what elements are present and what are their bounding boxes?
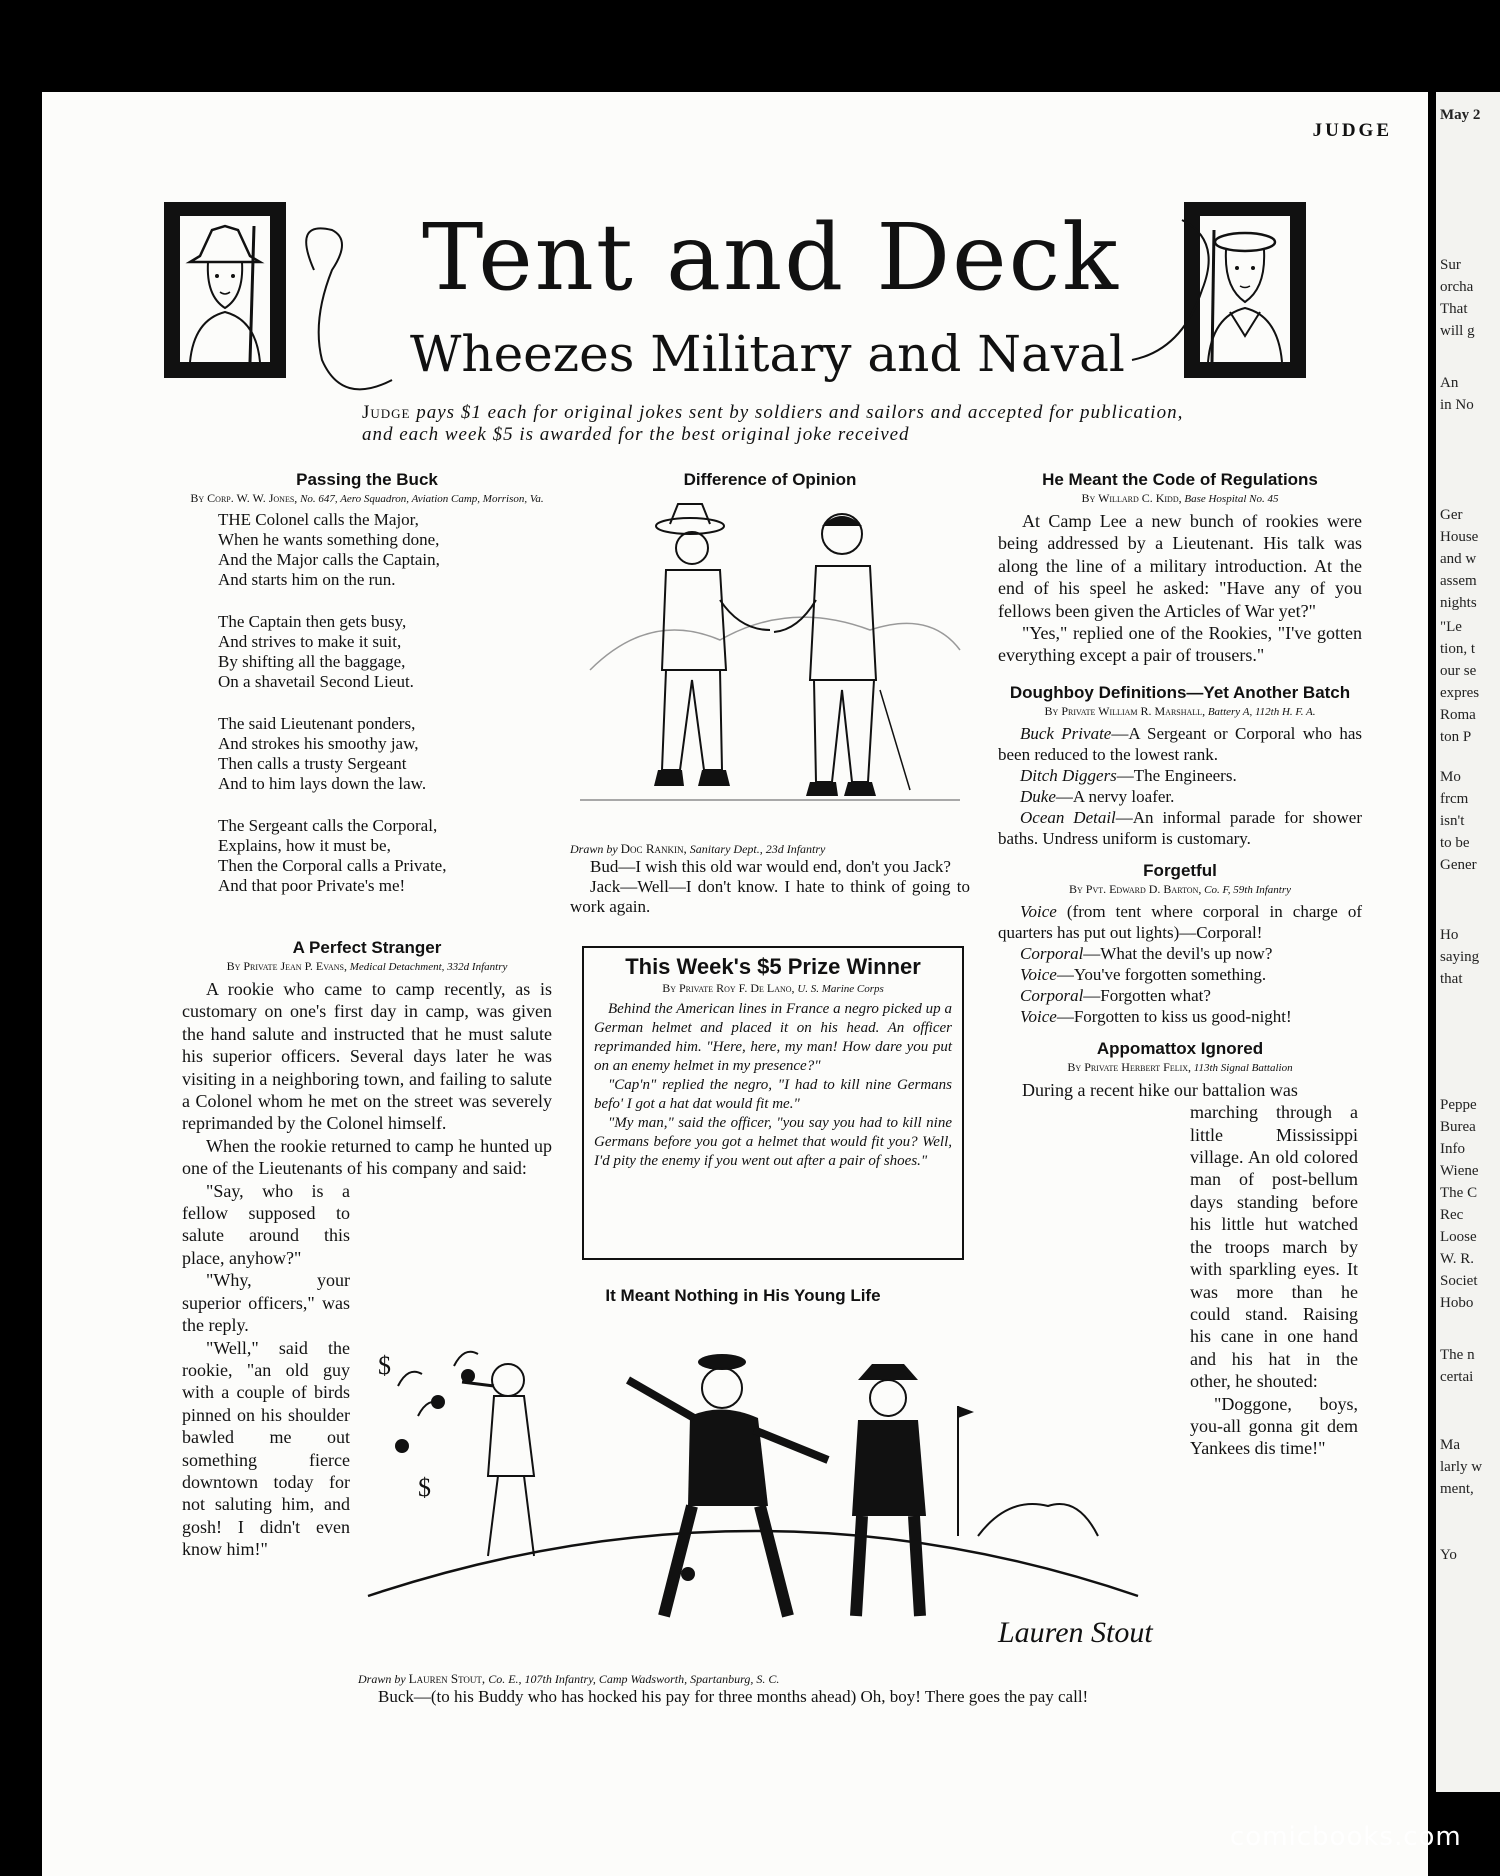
credit-name: Lauren Stout,	[408, 1671, 486, 1686]
next-page-fragment: Wiene	[1440, 1163, 1479, 1179]
next-page-fragment: The n	[1440, 1347, 1475, 1363]
code-regs-byline	[998, 492, 1362, 506]
next-page-fragment: The C	[1440, 1185, 1478, 1201]
soldier-portrait	[164, 202, 286, 378]
soldier-icon	[180, 216, 270, 362]
next-page-fragment: Yo	[1440, 1547, 1457, 1563]
stanza: The Captain then gets busy, And strives to make it suit, By shifting all the baggage, On a shavetail Second Lieut.	[218, 612, 414, 691]
line-text: —Forgotten what?	[1083, 985, 1211, 1005]
next-page-fragment: Peppe	[1440, 1097, 1477, 1113]
definition-term: Ocean Detail	[1020, 807, 1116, 827]
stanza: THE Colonel calls the Major, When he wants something done, And the Major calls the Captain, And starts him on the run.	[218, 510, 440, 589]
page-title: Tent and Deck	[422, 204, 1120, 311]
next-page-fragment: That	[1440, 301, 1468, 317]
perfect-stranger-byline	[182, 960, 552, 974]
magazine-page	[42, 92, 1428, 1876]
svg-text:$: $	[418, 1473, 431, 1502]
next-page-fragment: An	[1440, 375, 1459, 391]
next-page-fragment: expres	[1440, 685, 1480, 701]
stanza: The Sergeant calls the Corporal, Explains, how it must be, Then the Corporal calls a Private, And that poor Private's me!	[218, 816, 447, 895]
prize-winner-box	[582, 946, 964, 1260]
next-page-fragment: tion, t	[1440, 641, 1476, 657]
next-page-fragment: our se	[1440, 663, 1477, 679]
cartoon-caption: Buck—(to his Buddy who has hocked his pay for three months ahead) Oh, boy! There goes the pay call!	[378, 1687, 1089, 1706]
credit-prefix: Drawn by	[570, 842, 618, 856]
passing-buck-title: Passing the Buck	[296, 470, 438, 489]
prize-para: "Cap'n" replied the negro, "I had to kill nine Germans befo' I got a hat dat would fit me."	[594, 1077, 952, 1112]
next-page-fragment: Gener	[1440, 857, 1477, 873]
perfect-stranger-narrow	[182, 1180, 350, 1561]
byline-detail: No. 647, Aero Squadron, Aviation Camp, Morrison, Va.	[300, 493, 544, 505]
appomattox-quote: "Doggone, boys, you-all gonna git dem Yankees dis time!"	[1190, 1393, 1358, 1459]
next-page-fragment: Info	[1440, 1141, 1465, 1157]
next-page-fragment: Sur	[1440, 257, 1461, 273]
definition-term: Duke	[1020, 786, 1056, 806]
forgetful-dialog	[998, 901, 1362, 1027]
credit-prefix: Drawn by	[358, 1672, 406, 1686]
running-head: JUDGE	[1312, 120, 1392, 141]
dialog-line	[998, 901, 1362, 943]
perfect-stranger-para: "Say, who is a fellow supposed to salute around this place, anyhow?"	[182, 1180, 350, 1268]
next-page-fragment: isn't	[1440, 813, 1465, 829]
perfect-stranger-title: A Perfect Stranger	[292, 938, 442, 957]
byline-name: By Private Roy F. De Lano,	[662, 981, 795, 995]
prize-byline	[594, 982, 952, 996]
speaker: Voice	[1020, 1006, 1057, 1026]
column-left	[182, 470, 552, 918]
prize-para: "My man," said the officer, "you say you had to kill nine Germans before you got a helmet that would fit you? Well, I'd pity the enemy if you went out after a pair of shoes."	[594, 1115, 952, 1169]
next-page-fragment: will g	[1440, 323, 1475, 339]
byline-name: By Private Herbert Felix,	[1067, 1059, 1192, 1074]
next-page-fragment: Roma	[1440, 707, 1476, 723]
next-page-fragment: assem	[1440, 573, 1477, 589]
byline-detail: Base Hospital No. 45	[1184, 493, 1279, 505]
next-page-fragment: larly w	[1440, 1459, 1483, 1475]
speaker: Corporal	[1020, 985, 1084, 1005]
intro-text: pays $1 each for original jokes sent by soldiers and sailors and accepted for publication, and each week $5 is awarded for the best original joke received	[362, 402, 1184, 445]
byline-detail: Co. F, 59th Infantry	[1204, 883, 1292, 896]
definition-term: Buck Private	[1020, 723, 1112, 743]
page-subtitle: Wheezes Military and Naval	[410, 325, 1125, 383]
next-page-fragment: Loose	[1440, 1229, 1477, 1245]
line-text: —You've forgotten something.	[1056, 964, 1267, 984]
perfect-stranger-para: "Well," said the rookie, "an old guy with a couple of birds pinned on his shoulder bawled me out something fierce downtown today for not saluting him, and gosh! I didn't even know him!"	[182, 1337, 350, 1560]
appomattox-byline	[998, 1061, 1362, 1075]
definition-text: —A Sergeant or Corporal who has been reduced to the lowest rank.	[998, 723, 1362, 764]
next-page-fragment: W. R.	[1440, 1251, 1475, 1267]
byline-name: By Corp. W. W. Jones,	[190, 491, 298, 505]
byline-detail: 113th Signal Battalion	[1193, 1061, 1293, 1074]
credit-detail: Co. E., 107th Infantry, Camp Wadsworth, Spartanburg, S. C.	[488, 1672, 780, 1686]
next-page-fragment: Mo	[1440, 769, 1461, 785]
forgetful-byline	[998, 883, 1362, 897]
next-page-fragment: Societ	[1440, 1273, 1478, 1289]
prize-heading: This Week's $5 Prize Winner	[625, 954, 921, 979]
definition	[998, 765, 1362, 786]
cartoon-signature: Lauren Stout	[998, 1616, 1153, 1649]
soldiers-conversation-illustration	[570, 490, 970, 836]
difference-line: Jack—Well—I don't know. I hate to think of going to work again.	[570, 877, 970, 916]
prize-para: Behind the American lines in France a negro picked up a German helmet and placed it on his head. An officer reprimanded him. "Here, here, my man! How dare you put on an enemy helmet in my presence?"	[594, 1001, 952, 1074]
next-page-fragment: House	[1440, 529, 1479, 545]
byline-detail: Battery A, 112th H. F. A.	[1207, 705, 1316, 718]
perfect-stranger-para: When the rookie returned to camp he hunted up one of the Lieutenants of his company and said:	[182, 1135, 552, 1179]
code-regs-para: At Camp Lee a new bunch of rookies were being addressed by a Lieutenant. His talk was along the line of a military introduction. At the end of his speel he asked: "Have any of you fellows been given the Articles of War yet?"	[998, 511, 1362, 621]
definition-term: Ditch Diggers	[1020, 765, 1117, 785]
next-page-fragment: "Le	[1440, 619, 1462, 635]
dialog-line	[998, 1006, 1362, 1027]
definition-text: —A nervy loafer.	[1055, 786, 1175, 806]
difference-credit	[570, 841, 970, 857]
definition	[998, 807, 1362, 849]
dialog-line	[998, 943, 1362, 964]
line-text: —Forgotten to kiss us good-night!	[1056, 1006, 1292, 1026]
next-page-fragment: frcm	[1440, 791, 1469, 807]
column-right	[998, 470, 1362, 1460]
difference-article	[570, 470, 970, 917]
next-page-fragment: to be	[1440, 835, 1470, 851]
passing-buck-poem	[182, 510, 552, 896]
next-page-fragment: Ger	[1440, 507, 1463, 523]
intro-notice	[362, 402, 1202, 446]
intro-brand: Judge	[362, 402, 411, 423]
stanza: The said Lieutenant ponders, And strokes his smoothy jaw, Then calls a trusty Sergeant And to him lays down the law.	[218, 714, 427, 793]
next-page-fragment: ment,	[1440, 1481, 1474, 1497]
next-page-fragment: Hobo	[1440, 1295, 1474, 1311]
appomattox-narrow	[1190, 1101, 1358, 1460]
next-page-fragment: certai	[1440, 1369, 1474, 1385]
byline-name: By Private William R. Marshall,	[1044, 703, 1206, 718]
credit-detail: Sanitary Dept., 23d Infantry	[689, 842, 826, 856]
byline-name: By Willard C. Kidd,	[1081, 491, 1182, 505]
next-page-fragment: nights	[1440, 595, 1477, 611]
doughboy-definitions	[998, 723, 1362, 849]
speaker: Voice	[1020, 964, 1057, 984]
passing-buck-byline	[182, 492, 552, 506]
line-text: (from tent where corporal in charge of quarters has put out lights)—Corporal!	[998, 901, 1362, 942]
byline-name: By Private Jean P. Evans,	[226, 959, 347, 973]
next-page-fragment: orcha	[1440, 279, 1474, 295]
forgetful-title: Forgetful	[1143, 860, 1217, 880]
difference-line: Bud—I wish this old war would end, don't you Jack?	[590, 857, 951, 876]
next-page-fragment: May 2	[1440, 107, 1481, 123]
cartoon-title: It Meant Nothing in His Young Life	[605, 1286, 881, 1305]
next-page-fragment: in No	[1440, 397, 1474, 413]
adjacent-page-edge	[1436, 92, 1500, 1792]
credit-name: Doc Rankin,	[620, 841, 687, 856]
difference-title: Difference of Opinion	[683, 470, 857, 489]
next-page-fragment: Burea	[1440, 1119, 1476, 1135]
cartoon-credit	[358, 1671, 1188, 1687]
definition-text: —The Engineers.	[1116, 765, 1237, 785]
code-regs-para: "Yes," replied one of the Rookies, "I've gotten everything except a pair of trousers."	[998, 623, 1362, 666]
next-page-fragment: Rec	[1440, 1207, 1464, 1223]
byline-detail: Medical Detachment, 332d Infantry	[349, 961, 508, 973]
next-page-fragment: and w	[1440, 551, 1477, 567]
next-page-fragment: saying	[1440, 949, 1480, 965]
definition-text: —An informal parade for shower baths. Undress uniform is customary.	[998, 807, 1362, 848]
dialog-line	[998, 964, 1362, 985]
perfect-stranger-para: "Why, your superior officers," was the reply.	[182, 1270, 350, 1336]
dialog-line	[998, 985, 1362, 1006]
appomattox-lead: During a recent hike our battalion was	[1022, 1079, 1298, 1100]
doughboy-byline	[998, 705, 1362, 719]
svg-text:$: $	[378, 1351, 391, 1380]
line-text: —What the devil's up now?	[1083, 943, 1273, 963]
next-page-fragment: Ma	[1440, 1437, 1460, 1453]
speaker: Corporal	[1020, 943, 1084, 963]
next-page-fragment: ton P	[1440, 729, 1472, 745]
byline-name: By Pvt. Edward D. Barton,	[1068, 881, 1202, 896]
perfect-stranger-para: A rookie who came to camp recently, as is customary on one's first day in camp, was given the hand salute and instructed that he must salute his superior officers. Several days later he was visiting in a neighboring town, and failing to salute a Colonel whom he met on the street was severely reprimanded by the Colonel himself.	[182, 979, 552, 1134]
next-page-fragment: that	[1440, 971, 1463, 987]
speaker: Voice	[1020, 901, 1057, 921]
definition	[998, 786, 1362, 807]
appomattox-title: Appomattox Ignored	[1096, 1038, 1264, 1058]
code-regs-title: He Meant the Code of Regulations	[1042, 470, 1318, 489]
byline-detail: U. S. Marine Corps	[797, 983, 884, 995]
next-page-fragment: Ho	[1440, 927, 1459, 943]
doughboy-title: Doughboy Definitions—Yet Another Batch	[1009, 682, 1351, 702]
watermark: comicbooks.com	[1230, 1822, 1462, 1852]
appomattox-para: marching through a little Mississippi village. An old colored man of post-bellum days standing before his little hut watched the troops march by with sparkling eyes. It was more than he could stand. Raising his cane in one hand and his hat in the other, he shouted:	[1190, 1102, 1358, 1392]
definition	[998, 723, 1362, 765]
